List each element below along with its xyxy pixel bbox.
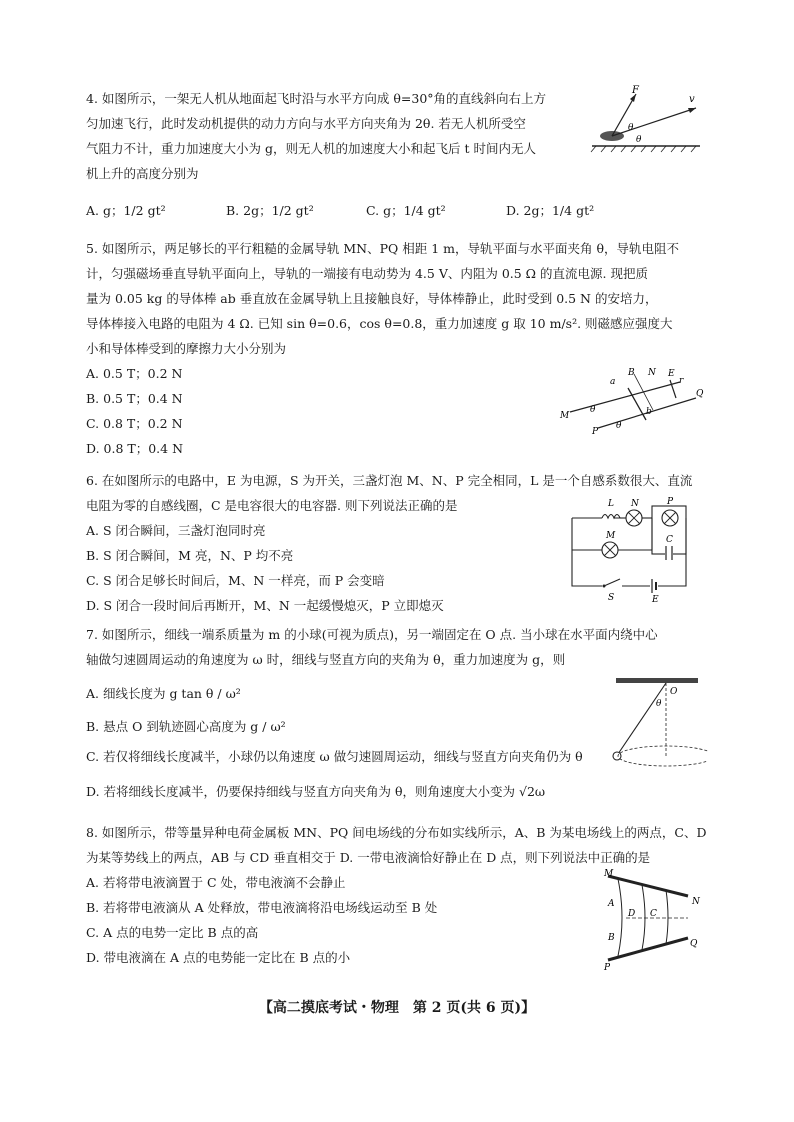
label-C: C <box>666 535 673 545</box>
field-line <box>618 879 622 956</box>
question-7-line: 轴做匀速圆周运动的角速度为 ω 时，细线与竖直方向的夹角为 θ，重力加速度为 g，则 <box>86 652 566 667</box>
option-c[interactable]: C. g；1/4 gt² <box>366 203 446 218</box>
question-6-line: 电阻为零的自感线圈，C 是电容很大的电容器. 则下列说法正确的是 <box>86 498 458 513</box>
question-5-line: 计，匀强磁场垂直导轨平面向上，导轨的一端接有电动势为 4.5 V、内阻为 0.5 Ω 的直流电源. 现把质 <box>86 266 648 281</box>
label-B: B <box>608 933 615 943</box>
battery-icon <box>670 380 676 398</box>
field-figure <box>596 866 706 970</box>
question-6-line: 6. 在如图所示的电路中，E 为电源，S 为开关，三盏灯泡 M、N、P 完全相同，L 是一个自感系数很大、直流 <box>86 473 693 488</box>
option-b[interactable]: B. 若将带电液滴从 A 处释放，带电液滴将沿电场线运动至 B 处 <box>86 900 438 915</box>
question-8-line: 为某等势线上的两点，AB 与 CD 垂直相交于 D. 一带电液滴恰好静止在 D 点，则下列说法中正确的是 <box>86 850 651 865</box>
label-Q: Q <box>696 389 704 399</box>
label-r: r <box>679 376 684 386</box>
option-b[interactable]: B. S 闭合瞬间，M 亮，N、P 均不亮 <box>86 548 294 563</box>
pendulum-figure <box>608 674 708 772</box>
option-d[interactable]: D. 0.8 T；0.4 N <box>86 441 184 456</box>
option-c[interactable]: C. S 闭合足够长时间后，M、N 一样亮，而 P 会变暗 <box>86 573 385 588</box>
label-L: L <box>608 499 614 509</box>
drone-figure <box>588 84 708 156</box>
option-b[interactable]: B. 悬点 O 到轨迹圆心高度为 g / ω² <box>86 719 286 734</box>
option-a[interactable]: A. 若将带电液滴置于 C 处，带电液滴不会静止 <box>86 875 346 890</box>
page-footer: 【高二摸底考试・物理 第 2 页(共 6 页)】 <box>258 1000 536 1016</box>
rail-figure <box>558 362 708 436</box>
label-b: b <box>646 407 652 417</box>
option-b[interactable]: B. 2g；1/2 gt² <box>226 203 314 218</box>
option-a[interactable]: A. 细线长度为 g tan θ / ω² <box>86 686 241 701</box>
option-b[interactable]: B. 0.5 T；0.4 N <box>86 391 183 406</box>
label-N: N <box>692 897 700 907</box>
ground-hatch <box>591 146 696 152</box>
option-d[interactable]: D. S 闭合一段时间后再断开，M、N 一起缓慢熄灭，P 立即熄灭 <box>86 598 444 613</box>
angle-label: θ <box>628 123 634 133</box>
label-P: P <box>604 963 611 970</box>
label-C: C <box>650 909 657 919</box>
velocity-arrowhead <box>688 108 696 113</box>
label-N: N <box>631 499 639 509</box>
option-c[interactable]: C. A 点的电势一定比 B 点的高 <box>86 925 259 940</box>
question-5-line: 5. 如图所示，两足够长的平行粗糙的金属导轨 MN、PQ 相距 1 m，导轨平面与水平面夹角 θ，导轨电阻不 <box>86 241 679 256</box>
inductor-icon <box>602 515 620 519</box>
question-5-line: 量为 0.05 kg 的导体棒 ab 垂直放在金属导轨上且接触良好，导体棒静止，此时受到 0.5 N 的安培力， <box>86 291 658 306</box>
question-4-line: 机上升的高度分别为 <box>86 166 199 181</box>
label-P: P <box>667 497 674 507</box>
string-line <box>618 683 666 754</box>
question-4 <box>86 86 606 223</box>
label-a: a <box>610 377 616 387</box>
orbit-ellipse <box>618 746 708 766</box>
question-5-line: 小和导体棒受到的摩擦力大小分别为 <box>86 341 287 356</box>
question-7-line: 7. 如图所示，细线一端系质量为 m 的小球(可视为质点)，另一端固定在 O 点. 当小球在水平面内绕中心 <box>86 627 658 642</box>
velocity-label: v <box>689 94 695 105</box>
label-S: S <box>608 593 615 603</box>
label-M: M <box>560 411 570 421</box>
option-d[interactable]: D. 若将细线长度减半，仍要保持细线与竖直方向夹角为 θ，则角速度大小变为 √2ω <box>86 784 546 799</box>
label-M: M <box>606 531 616 541</box>
question-4-line: 匀加速飞行，此时发动机提供的动力方向与水平方向夹角为 2θ. 若无人机所受空 <box>86 116 526 131</box>
option-a[interactable]: A. g；1/2 gt² <box>86 203 166 218</box>
label-Q: Q <box>690 939 698 949</box>
conductor-ab <box>628 388 646 420</box>
label-theta: θ <box>616 421 622 431</box>
velocity-arrow <box>612 108 696 136</box>
label-O: O <box>670 687 678 697</box>
question-4-line: 气阻力不计，重力加速度大小为 g，则无人机的加速度大小和起飞后 t 时间内无人 <box>86 141 536 156</box>
option-d[interactable]: D. 带电液滴在 A 点的电势能一定比在 B 点的小 <box>86 950 351 965</box>
label-D: D <box>628 909 636 919</box>
question-4-options <box>86 198 646 223</box>
question-8-line: 8. 如图所示，带等量异种电荷金属板 MN、PQ 间电场线的分布如实线所示，A、B 为某电场线上的两点，C、D <box>86 825 707 840</box>
option-a[interactable]: A. 0.5 T；0.2 N <box>86 366 183 381</box>
ceiling-bar <box>616 678 698 683</box>
question-4-line: 4. 如图所示，一架无人机从地面起飞时沿与水平方向成 θ=30°角的直线斜向右上方 <box>86 91 547 106</box>
question-5-line: 导体棒接入电路的电阻为 4 Ω. 已知 sin θ=0.6，cos θ=0.8，重力加速度 g 取 10 m/s². 则磁感应强度大 <box>86 316 673 331</box>
label-P: P <box>592 427 599 436</box>
option-c[interactable]: C. 0.8 T；0.2 N <box>86 416 183 431</box>
option-a[interactable]: A. S 闭合瞬间，三盏灯泡同时亮 <box>86 523 266 538</box>
option-c[interactable]: C. 若仅将细线长度减半，小球仍以角速度 ω 做匀速圆周运动，细线与竖直方向夹角仍为 θ <box>86 749 583 764</box>
option-d[interactable]: D. 2g；1/4 gt² <box>506 203 595 218</box>
circuit-figure <box>562 494 702 604</box>
label-theta: θ <box>590 405 596 415</box>
field-line <box>642 885 645 950</box>
label-N: N <box>648 368 656 378</box>
force-label: F <box>632 85 639 96</box>
label-E: E <box>668 369 675 379</box>
label-M: M <box>604 869 614 879</box>
label-A: A <box>608 899 615 909</box>
label-B: B <box>628 368 635 378</box>
label-theta: θ <box>656 699 662 709</box>
label-E: E <box>652 595 659 604</box>
angle-label: θ <box>636 135 642 145</box>
field-line <box>666 890 668 944</box>
